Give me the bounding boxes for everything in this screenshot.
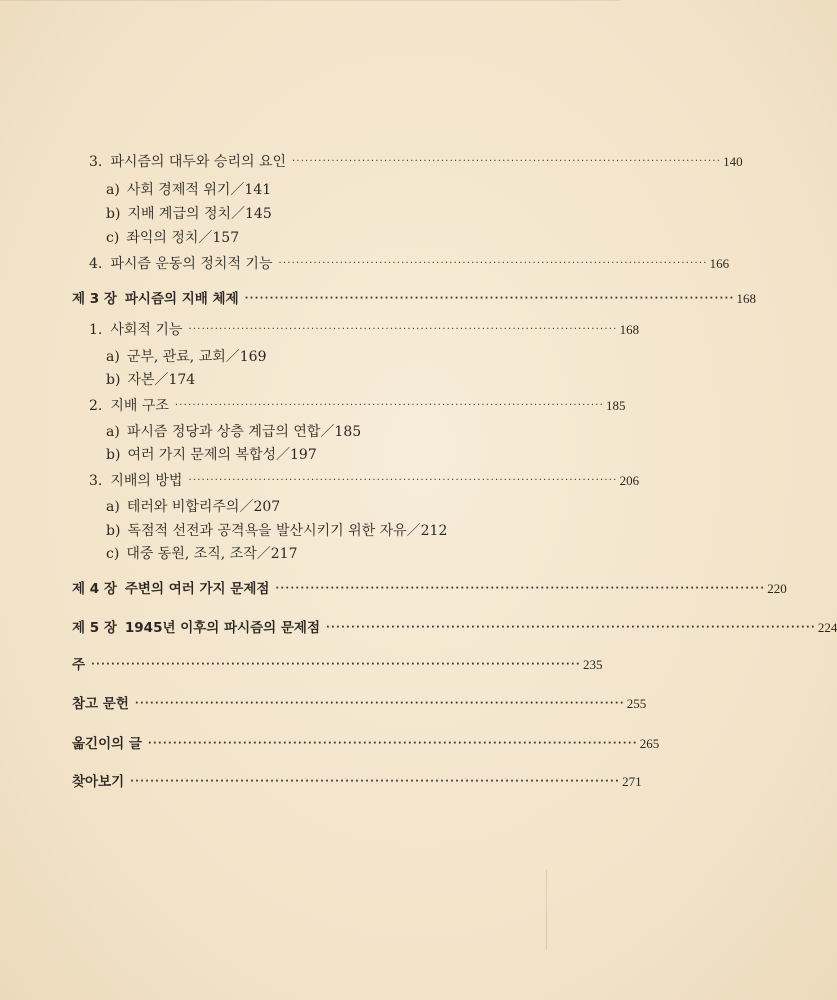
toc-page-number: 271 — [622, 774, 642, 789]
toc-page-number: 140 — [723, 154, 743, 169]
toc-page-number: 255 — [626, 696, 647, 711]
toc-page-number: 220 — [767, 581, 787, 596]
toc-entry-title: 제 3 장 파시즘의 지배 체제 — [72, 291, 239, 307]
toc-subentry-3b[interactable]: b) 지배 계급의 정치／145 — [106, 206, 272, 222]
toc-entry-title: 1. 사회적 기능 — [89, 322, 183, 338]
leader-dots: ·································································································· — [188, 475, 618, 486]
toc-entry-references[interactable] — [72, 695, 647, 715]
leader-dots: ·································································································· — [326, 622, 816, 633]
toc-entry-section-4[interactable] — [89, 255, 730, 275]
toc-entry-title: 제 5 장 1945년 이후의 파시즘의 문제점 — [72, 620, 321, 636]
leader-dots: ·································································································· — [134, 698, 625, 709]
toc-entry-ch3-section-3[interactable] — [89, 472, 640, 492]
toc-entry-section-3[interactable] — [89, 153, 743, 173]
leader-dots: ·································································································· — [130, 776, 621, 787]
toc-entry-title: 주 — [72, 657, 86, 673]
toc-page-number: 166 — [709, 256, 730, 271]
paper-crease-mark — [546, 870, 547, 950]
toc-entry-title: 4. 파시즘 운동의 정치적 기능 — [89, 256, 273, 272]
leader-dots: ·································································································· — [275, 583, 766, 594]
toc-subentry-1b[interactable]: b) 자본／174 — [106, 372, 196, 388]
toc-subentry-3a[interactable]: a) 사회 경제적 위기／141 — [106, 182, 272, 198]
toc-entry-title: 2. 지배 구조 — [89, 398, 169, 414]
toc-page-number: 265 — [639, 736, 660, 751]
toc-page-number: 168 — [736, 291, 757, 306]
leader-dots: ·································································································· — [174, 400, 605, 411]
toc-entry-title: 3. 파시즘의 대두와 승리의 요인 — [89, 154, 286, 170]
toc-page-number: 185 — [606, 398, 626, 413]
toc-subentry-3b-method[interactable]: b) 독점적 선전과 공격욕을 발산시키기 위한 자유／212 — [106, 523, 448, 539]
toc-page-number: 235 — [582, 657, 603, 672]
toc-entry-notes[interactable] — [72, 656, 603, 676]
toc-subentry-3c[interactable]: c) 좌익의 정치／157 — [106, 230, 240, 246]
toc-entry-chapter-3[interactable] — [72, 290, 757, 310]
toc-subentry-3a-method[interactable]: a) 테러와 비합리주의／207 — [106, 499, 281, 515]
toc-page-number: 206 — [619, 473, 640, 488]
toc-entry-chapter-5[interactable] — [72, 619, 837, 639]
toc-entry-chapter-4[interactable] — [72, 580, 787, 600]
leader-dots: ·································································································· — [244, 293, 735, 304]
toc-entry-title: 3. 지배의 방법 — [89, 473, 183, 489]
leader-dots: ·································································································· — [278, 258, 708, 269]
toc-entry-index[interactable] — [72, 773, 642, 793]
toc-subentry-1a[interactable]: a) 군부, 관료, 교회／169 — [106, 349, 267, 365]
toc-entry-ch3-section-1[interactable] — [89, 321, 640, 341]
leader-dots: ·································································································· — [188, 324, 618, 335]
toc-entry-ch3-section-2[interactable] — [89, 397, 626, 417]
toc-entry-title: 제 4 장 주변의 여러 가지 문제점 — [72, 581, 270, 597]
page-edge — [0, 0, 620, 1]
toc-subentry-2a[interactable]: a) 파시즘 정당과 상층 계급의 연합／185 — [106, 424, 362, 440]
toc-entry-title: 참고 문헌 — [72, 696, 129, 712]
leader-dots: ·································································································· — [91, 659, 581, 670]
toc-entry-title: 찾아보기 — [72, 774, 125, 790]
toc-entry-translator-note[interactable] — [72, 735, 660, 755]
leader-dots: ·································································································· — [292, 156, 722, 167]
toc-page-number: 168 — [619, 322, 640, 337]
toc-subentry-2b[interactable]: b) 여러 가지 문제의 복합성／197 — [106, 447, 317, 463]
toc-page-number: 224 — [817, 620, 837, 635]
toc-subentry-3c-method[interactable]: c) 대중 동원, 조직, 조작／217 — [106, 546, 298, 562]
leader-dots: ·································································································· — [147, 738, 638, 749]
toc-entry-title: 옮긴이의 글 — [72, 736, 142, 752]
